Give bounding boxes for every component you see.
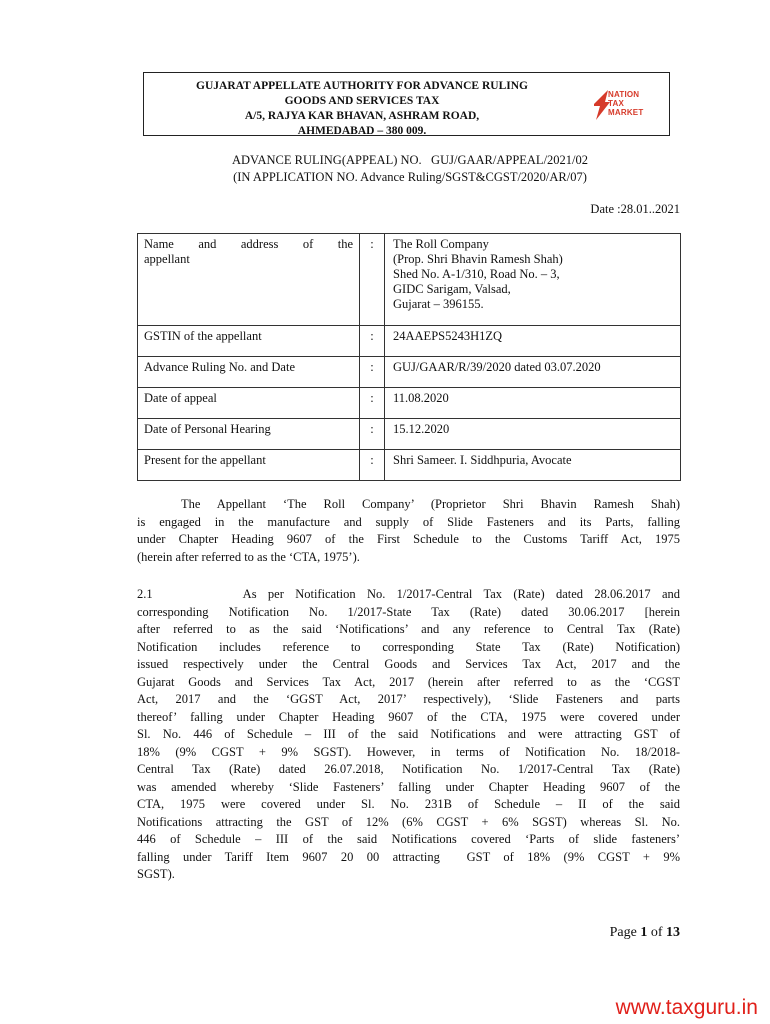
value-cell: 24AAEPS5243H1ZQ bbox=[385, 326, 681, 357]
watermark-link[interactable]: www.taxguru.in bbox=[615, 996, 758, 1019]
logo-text: NATION TAX MARKET bbox=[608, 90, 644, 117]
header-line: GUJARAT APPELLATE AUTHORITY FOR ADVANCE RULING bbox=[196, 80, 528, 92]
text-line: 18% (9% CGST + 9% SGST). However, in terms of Notification No. 18/2018- bbox=[137, 744, 680, 759]
header-box bbox=[143, 72, 670, 136]
label-cell: Advance Ruling No. and Date bbox=[138, 357, 360, 388]
table-row bbox=[138, 234, 681, 326]
value-cell: Shri Sameer. I. Siddhpuria, Avocate bbox=[385, 450, 681, 481]
text-line: falling under Tariff Item 9607 20 00 attracting GST of 18% (9% CGST + 9% bbox=[137, 849, 680, 864]
label-cell: Name and address of the appellant bbox=[138, 234, 360, 326]
text-line: under Chapter Heading 9607 of the First Schedule to the Customs Tariff Act, 1975 bbox=[137, 532, 680, 546]
details-table bbox=[137, 233, 681, 481]
paragraph-2-1 bbox=[137, 586, 680, 884]
label-cell: Date of Personal Hearing bbox=[138, 419, 360, 450]
value-cell: GUJ/GAAR/R/39/2020 dated 03.07.2020 bbox=[385, 357, 681, 388]
table-row bbox=[138, 357, 681, 388]
nation-tax-market-logo bbox=[592, 80, 660, 130]
text-line: was amended whereby ‘Slide Fasteners’ falling under Chapter Heading 9607 of the bbox=[137, 779, 680, 794]
text-line: thereof’ falling under Chapter Heading 9607 of the CTA, 1975 were covered under bbox=[137, 709, 680, 724]
label-cell: GSTIN of the appellant bbox=[138, 326, 360, 357]
label-cell: Date of appeal bbox=[138, 388, 360, 419]
text-line: Sl. No. 446 of Schedule – III of the said Notifications and were attracting GST of bbox=[137, 727, 680, 741]
ruling-line-2: (IN APPLICATION NO. Advance Ruling/SGST&CGST/2020/AR/07) bbox=[233, 170, 587, 184]
label-cell: Present for the appellant bbox=[138, 450, 360, 481]
header-line: GOODS AND SERVICES TAX bbox=[284, 95, 440, 107]
value-cell: The Roll Company (Prop. Shri Bhavin Ramesh Shah) Shed No. A-1/310, Road No. – 3, GIDC Sarigam, Valsad, Gujarat – 396155. bbox=[385, 234, 681, 326]
table-row bbox=[138, 419, 681, 450]
ruling-date: Date :28.01..2021 bbox=[590, 202, 680, 216]
colon-cell: : bbox=[360, 450, 385, 481]
text-line: Central Tax (Rate) dated 26.07.2018, Notification No. 1/2017-Central Tax (Rate) bbox=[137, 762, 680, 776]
text-line: is engaged in the manufacture and supply of Slide Fasteners and its Parts, falling bbox=[137, 514, 680, 529]
text-line: 2.1 As per Notification No. 1/2017-Central Tax (Rate) dated 28.06.2017 and bbox=[137, 587, 680, 601]
page-number: Page 1 of 13 bbox=[609, 925, 680, 940]
value-cell: 15.12.2020 bbox=[385, 419, 681, 450]
header-line: A/5, RAJYA KAR BHAVAN, ASHRAM ROAD, bbox=[244, 110, 480, 122]
colon-cell: : bbox=[360, 357, 385, 388]
text-line: CTA, 1975 were covered under Sl. No. 231B of Schedule – II of the said bbox=[137, 797, 680, 811]
text-line: The Appellant ‘The Roll Company’ (Proprietor Shri Bhavin Ramesh Shah) bbox=[181, 497, 680, 511]
ruling-line-1: ADVANCE RULING(APPEAL) NO. GUJ/GAAR/APPEAL/2021/02 bbox=[231, 153, 589, 167]
colon-cell: : bbox=[360, 419, 385, 450]
text-line: Notifications attracting the GST of 12% (6% CGST + 6% SGST) whereas Sl. No. bbox=[137, 814, 680, 829]
ruling-number bbox=[140, 152, 680, 186]
authority-header bbox=[144, 79, 580, 139]
text-line: issued respectively under the Central Goods and Services Tax Act, 2017 and the bbox=[137, 657, 680, 671]
colon-cell: : bbox=[360, 326, 385, 357]
text-line: Notification includes reference to corresponding State Tax (Rate) Notification) bbox=[137, 639, 680, 654]
table-row bbox=[138, 388, 681, 419]
text-line: 446 of Schedule – III of the said Notifications covered ‘Parts of slide fasteners’ bbox=[137, 832, 680, 846]
text-line: corresponding Notification No. 1/2017-State Tax (Rate) dated 30.06.2017 [herein bbox=[137, 604, 680, 619]
colon-cell: : bbox=[360, 234, 385, 326]
value-cell: 11.08.2020 bbox=[385, 388, 681, 419]
paragraph-intro bbox=[137, 496, 680, 566]
text-line: (herein after referred to as the ‘CTA, 1975’). bbox=[137, 549, 360, 564]
text-line: after referred to as the said ‘Notifications’ and any reference to Central Tax (Rate) bbox=[137, 622, 680, 636]
table-row bbox=[138, 450, 681, 481]
text-line: SGST). bbox=[137, 867, 175, 881]
colon-cell: : bbox=[360, 388, 385, 419]
text-line: Act, 2017 and the ‘GGST Act, 2017’ respectively), ‘Slide Fasteners and parts bbox=[137, 692, 680, 706]
header-line: AHMEDABAD – 380 009. bbox=[297, 125, 427, 137]
text-line: Gujarat Goods and Services Tax Act, 2017 (herein after referred to as the ‘CGST bbox=[137, 674, 680, 689]
table-row bbox=[138, 326, 681, 357]
